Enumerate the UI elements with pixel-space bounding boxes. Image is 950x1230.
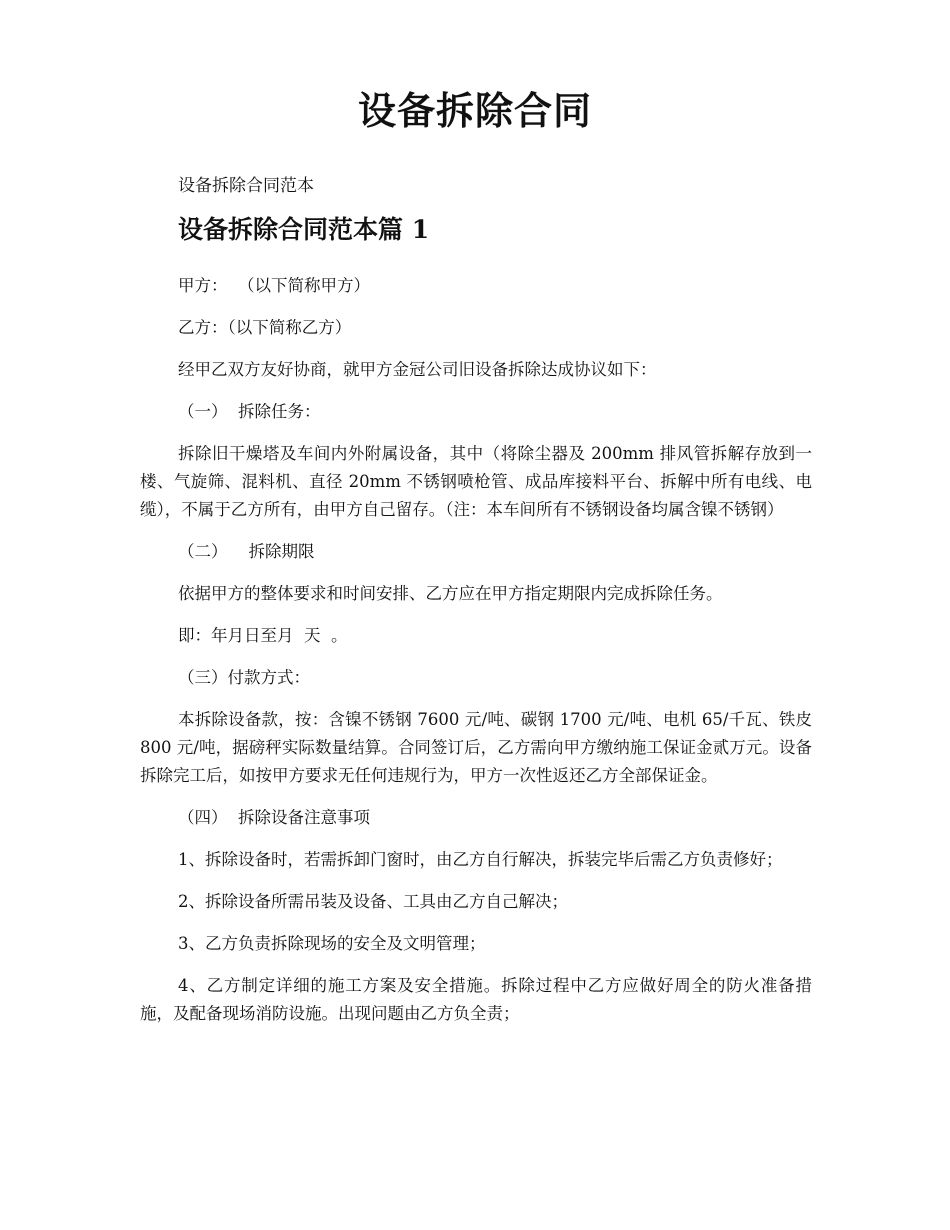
clause-4-item-1: 1、拆除设备时，若需拆卸门窗时，由乙方自行解决，拆装完毕后需乙方负责修好；	[178, 850, 783, 869]
document-body	[140, 272, 818, 1042]
clause-1-heading: （一） 拆除任务：	[178, 402, 321, 421]
clause-2-dates: 即：年月日至月 天 。	[178, 626, 348, 645]
party-b-line: 乙方：（以下简称乙方）	[178, 318, 352, 337]
clause-1-body: 拆除旧干燥塔及车间内外附属设备，其中（将除尘器及 200mm 排风管拆解存放到一楼、气旋筛、混料机、直径 20mm 不锈钢喷枪管、成品库接料平台、拆解中所有电线、电缆），不属于乙方所有，由甲方自己留存。（注：本车间所有不锈钢设备均属含镍不锈钢）	[140, 444, 812, 519]
clause-4-item-4: 4、乙方制定详细的施工方案及安全措施。拆除过程中乙方应做好周全的防火准备措施，及配备现场消防设施。出现问题由乙方负全责；	[140, 976, 812, 1023]
clause-3-heading: （三）付款方式：	[178, 668, 310, 687]
section-heading: 设备拆除合同范本篇 1	[178, 215, 430, 244]
document-title: 设备拆除合同	[357, 88, 592, 133]
clause-4-item-3: 3、乙方负责拆除现场的安全及文明管理；	[178, 934, 486, 953]
clause-2-heading: （二） 拆除期限	[178, 542, 315, 561]
clause-3-body: 本拆除设备款，按：含镍不锈钢 7600 元/吨、碳钢 1700 元/吨、电机 65/千瓦、铁皮 800 元/吨，据磅秤实际数量结算。合同签订后，乙方需向甲方缴纳施工保证金贰万元。设备拆除完工后，如按甲方要求无任何违规行为，甲方一次性返还乙方全部保证金。	[140, 710, 818, 785]
clause-4-item-2: 2、拆除设备所需吊装及设备、工具由乙方自己解决；	[178, 892, 568, 911]
party-a-line: 甲方： （以下简称甲方）	[178, 276, 370, 295]
agreement-intro: 经甲乙双方友好协商，就甲方金冠公司旧设备拆除达成协议如下：	[178, 360, 657, 379]
clause-4-heading: （四） 拆除设备注意事项	[178, 808, 370, 827]
document-subtitle: 设备拆除合同范本	[178, 176, 314, 196]
clause-2-body: 依据甲方的整体要求和时间安排、乙方应在甲方指定期限内完成拆除任务。	[178, 584, 723, 603]
